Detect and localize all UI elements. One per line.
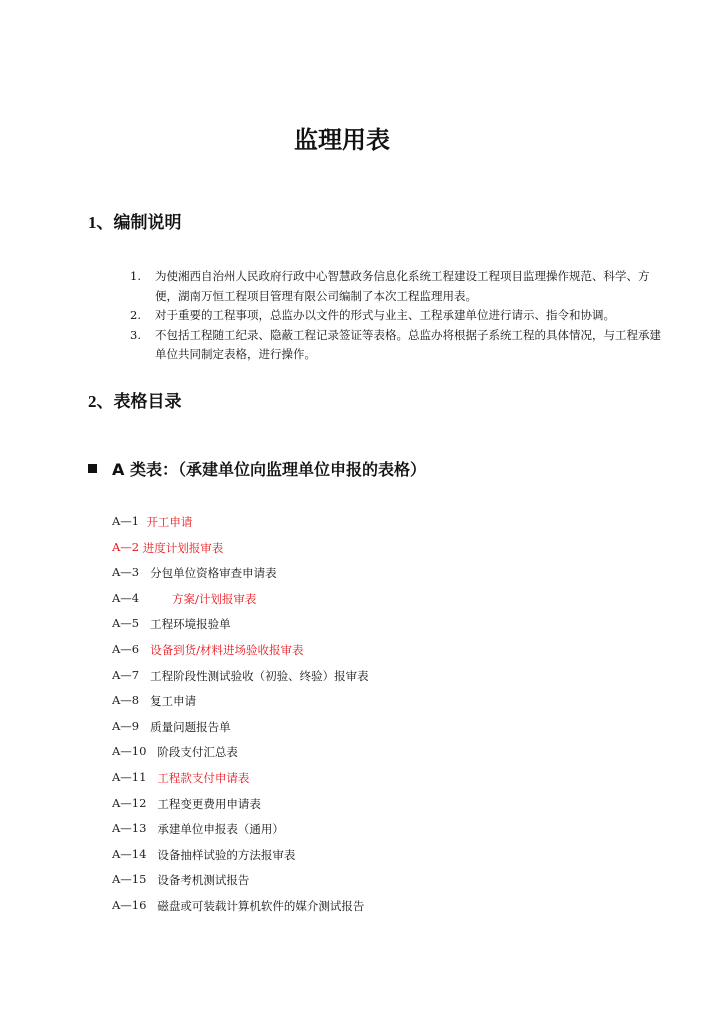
form-list-item: [112, 693, 369, 719]
form-label: 质量问题报告单: [150, 719, 231, 734]
section-heading-2: [88, 387, 182, 412]
form-list-item: [112, 872, 369, 898]
spacer: [139, 693, 150, 719]
form-list-item: [112, 514, 369, 540]
spacer: [139, 642, 150, 668]
form-label: 设备抽样试验的方法报审表: [157, 847, 296, 862]
form-code: A—9: [112, 718, 140, 733]
section-number: 1、: [88, 213, 114, 232]
form-list: [112, 514, 369, 924]
spacer: [139, 591, 172, 617]
form-code: A—4: [112, 590, 140, 605]
spacer: [146, 770, 157, 796]
page-title: 监理用表: [294, 126, 390, 154]
section-title: 表格目录: [113, 392, 182, 412]
form-list-item: [112, 821, 369, 847]
category-title: A 类表：（承建单位向监理单位申报的表格）: [112, 460, 426, 479]
form-label: 复工申请: [150, 694, 197, 709]
form-list-item: [112, 898, 369, 924]
form-code: A—14: [112, 846, 147, 861]
spacer: [146, 898, 157, 924]
form-label: 工程款支付申请表: [157, 770, 250, 785]
spacer: [139, 565, 150, 591]
note-number: 2.: [130, 308, 141, 323]
note-item: [130, 326, 670, 365]
form-label: 阶段支付汇总表: [157, 745, 238, 760]
spacer: [139, 668, 150, 694]
form-list-item: [112, 616, 369, 642]
form-label: 磁盘或可装载计算机软件的媒介测试报告: [157, 898, 365, 913]
form-list-item: [112, 770, 369, 796]
form-code: A—3: [112, 565, 140, 580]
form-code: A—11: [112, 769, 147, 784]
form-list-item: [112, 591, 369, 617]
form-list-item: [112, 847, 369, 873]
category-heading: [88, 457, 426, 480]
note-item: [130, 267, 670, 306]
form-list-item: [112, 719, 369, 745]
form-label: 开工申请: [146, 515, 193, 529]
form-label: 设备考机测试报告: [157, 873, 250, 888]
note-number: 3.: [130, 327, 141, 342]
note-text: 为使湘西自治州人民政府行政中心智慧政务信息化系统工程建设工程项目监理操作规范、科学、方便，湖南万恒工程项目管理有限公司编制了本次工程监理用表。: [155, 269, 650, 303]
spacer: [139, 514, 146, 540]
note-item: [130, 306, 670, 326]
spacer: [146, 744, 157, 770]
form-code: A—10: [112, 744, 147, 759]
spacer: [146, 872, 157, 898]
form-label: 工程阶段性测试验收（初验、终验）报审表: [150, 668, 369, 683]
form-list-item: [112, 796, 369, 822]
form-label: 方案/计划报审表: [172, 591, 257, 606]
form-code: A—6: [112, 641, 140, 656]
form-code: A—15: [112, 872, 147, 887]
spacer: [139, 616, 150, 642]
spacer: [146, 796, 157, 822]
form-list-item: [112, 565, 369, 591]
form-list-item: [112, 744, 369, 770]
spacer: [146, 847, 157, 873]
section-number: 2、: [88, 392, 114, 411]
form-code: A—8: [112, 693, 140, 708]
form-label: 工程环境报验单: [150, 617, 231, 632]
form-code: A—7: [112, 667, 140, 682]
form-code: A—5: [112, 616, 140, 631]
form-code: A—12: [112, 795, 147, 810]
spacer: [146, 821, 157, 847]
spacer: [139, 719, 150, 745]
form-code: A—13: [112, 821, 147, 836]
form-list-item: [112, 668, 369, 694]
form-code: A—1: [112, 514, 140, 528]
notes-list: [130, 267, 670, 365]
form-code: A—2: [112, 539, 140, 554]
note-number: 1.: [130, 269, 141, 283]
form-label: 设备到货/材料进场验收报审表: [150, 642, 304, 657]
note-text: 不包括工程随工纪录、隐蔽工程记录签证等表格。总监办将根据子系统工程的具体情况，与工程承建单位共同制定表格，进行操作。: [155, 327, 661, 362]
form-label: 分包单位资格审查申请表: [150, 566, 277, 581]
form-label: 进度计划报审表: [142, 540, 224, 555]
section-title: 编制说明: [113, 213, 182, 233]
note-text: 对于重要的工程事项，总监办以文件的形式与业主、工程承建单位进行请示、指令和协调。: [155, 308, 615, 323]
form-code: A—16: [112, 897, 147, 912]
form-list-item: [112, 642, 369, 668]
form-label: 承建单位申报表（通用）: [157, 822, 284, 837]
form-list-item: [112, 540, 369, 566]
form-label: 工程变更费用申请表: [157, 796, 261, 811]
section-heading-1: [88, 208, 182, 233]
square-bullet-icon: [88, 464, 97, 473]
